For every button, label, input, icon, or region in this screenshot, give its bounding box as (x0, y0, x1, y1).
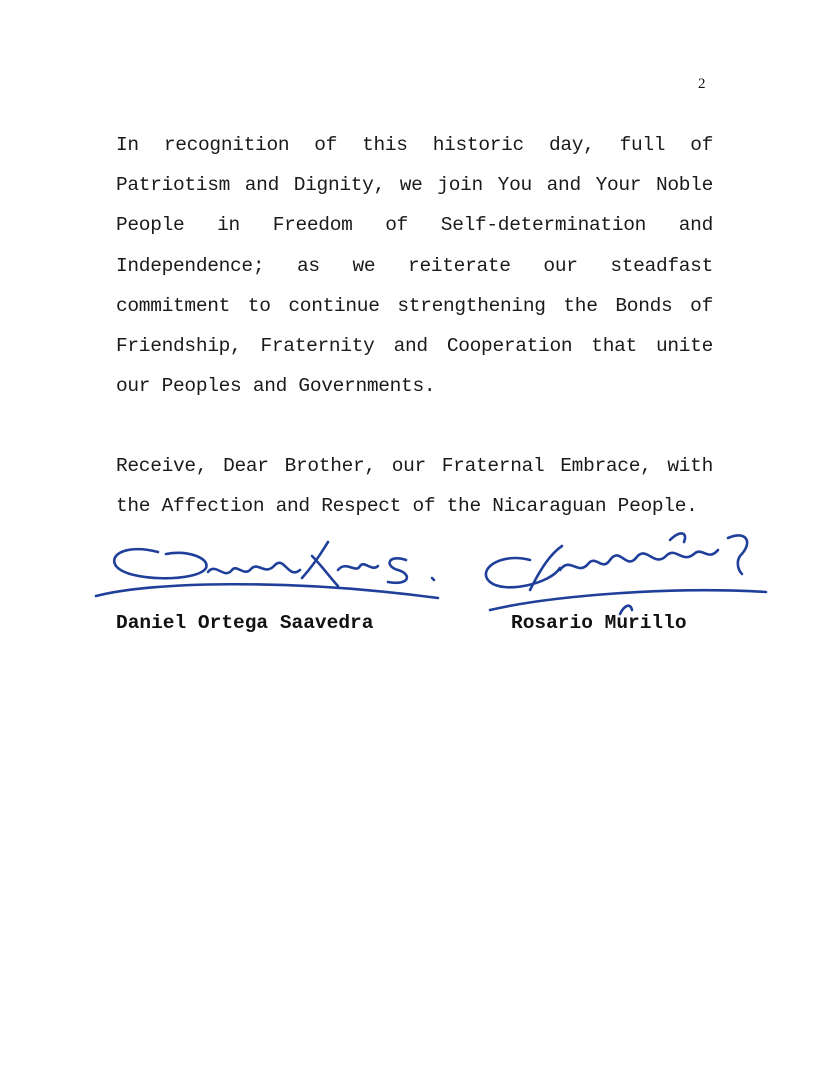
paragraph-closing: Receive, Dear Brother, our Fraternal Embrace, with the Affection and Respect of the Nicaraguan People. (116, 455, 713, 518)
page-number: 2 (698, 76, 706, 92)
signatory-name-murillo: Rosario Murillo (511, 612, 687, 634)
paragraph-recognition: In recognition of this historic day, full of Patriotism and Dignity, we join You and Your Noble People in Freedom of Self-determination and Independence; as we reiterate our steadfast commitment to continue strengthening the Bonds of Friendship, Fraternity and Cooperation that unite our Peoples and Governments. (116, 134, 713, 398)
signatory-name-ortega: Daniel Ortega Saavedra (116, 612, 374, 634)
handwritten-signature-icon (470, 520, 770, 620)
handwritten-signature-icon (88, 536, 458, 616)
